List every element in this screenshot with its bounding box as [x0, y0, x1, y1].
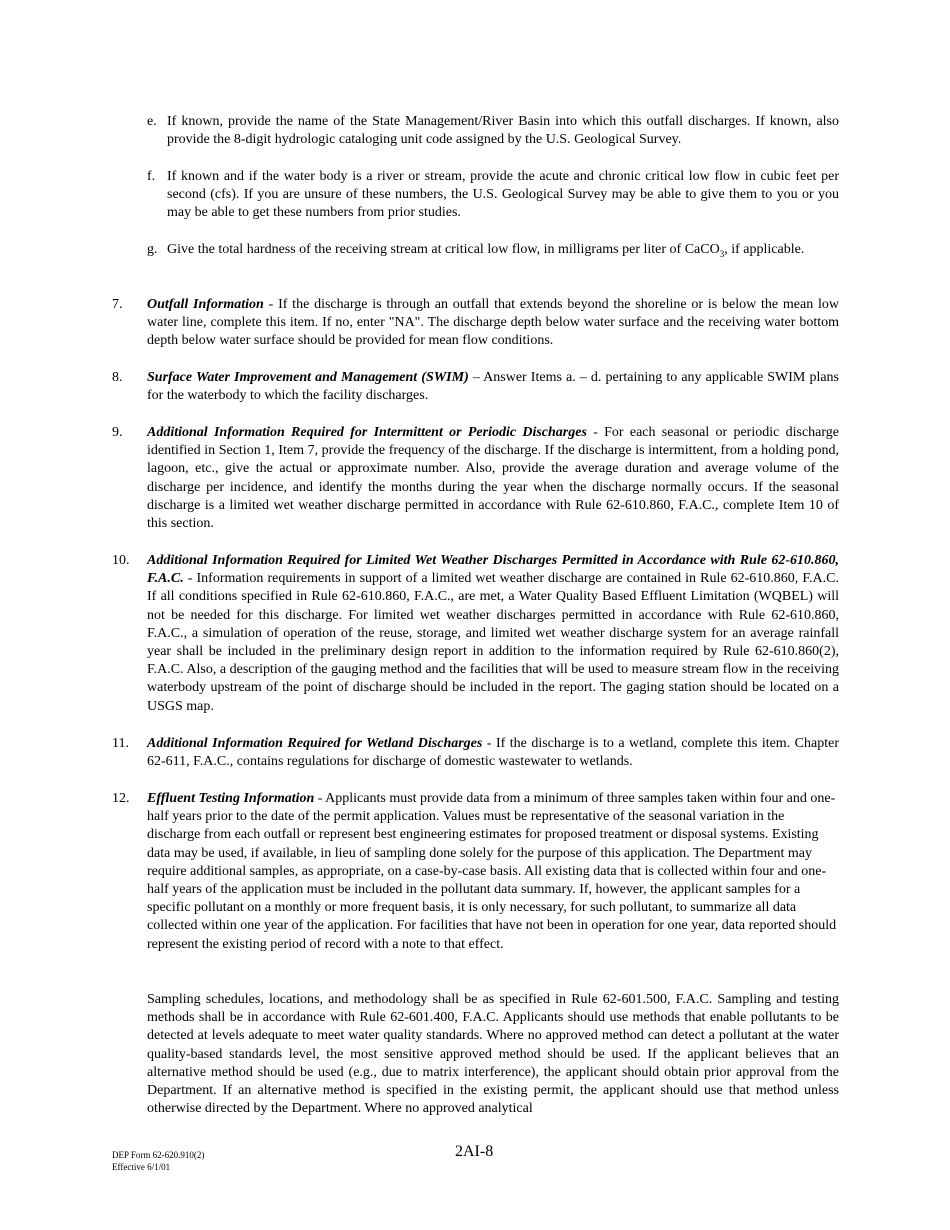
- item-text: – Answer Items a. – d. pertaining to any applicable SWIM plans for the waterbody to which the facility discharges.: [147, 370, 840, 404]
- subitem-text: If known, provide the name of the State Management/River Basin into which this outfall discharges. If known, also provide the 8-digit hydrologic cataloging unit code assigned by the U.S. Geological Survey.: [167, 114, 839, 148]
- subitem-text: Give the total hardness of the receiving stream at critical low flow, in milligrams per liter of CaCO$_3$, if applicable.: [167, 242, 805, 259]
- item-text: - For each seasonal or periodic discharge identified in Section 1, Item 7, provide the frequency of the discharge. If the discharge is intermittent, from a holding pond, lagoon, etc., give the actual or approximate number. Also, provide the average duration and average volume of the discharge per incidence, and identify the months during the year when the discharge normally occurs. If the seasonal discharge is a limited wet weather discharge permitted in accordance with Rule 62-610.860, F.A.C., complete Item 10 of this section.: [147, 425, 839, 532]
- form-number: DEP Form 62-620.910(2): [112, 1150, 205, 1160]
- page-number: 2AI-8: [455, 1143, 494, 1160]
- item-heading: Additional Information Required for Wetland Discharges: [147, 736, 483, 751]
- sampling-paragraph: Sampling schedules, locations, and methodology shall be as specified in Rule 62-601.500, F.A.C. Sampling and testing methods shall be in accordance with Rule 62-601.400, F.A.C. Applicants should use methods that enable pollutants to be detected at levels adequate to meet water quality standards. Where no approved method can detect a pollutant at the water quality-based standards level, the most sensitive approved method should be used. If the applicant believes that an alternative method should be used (e.g., due to matrix interference), the applicant should obtain prior approval from the Department. If an alternative method is specified in the existing permit, the applicant should use that method unless otherwise directed by the Department. Where no approved analytical: [147, 992, 839, 1117]
- item-heading: Additional Information Required for Intermittent or Periodic Discharges: [147, 425, 587, 440]
- item-text: - If the discharge is to a wetland, complete this item. Chapter 62-611, F.A.C., contains regulations for discharge of domestic wastewater to wetlands.: [147, 736, 839, 770]
- item-number: 11.: [112, 736, 129, 751]
- item-text: - Applicants must provide data from a minimum of three samples taken within four and one-half years prior to the date of the permit application. Values must be representative of the seasonal variation in the discharge from each outfall or represent best engineering estimates for proposed treatment or disposal systems. Existing data may be used, if available, in lieu of sampling done solely for the purpose of this application. The Department may require additional samples, as appropriate, on a case-by-case basis. All existing data that is collected within four and one-half years of the application must be included in the pollutant data summary. If, however, the applicant samples for a specific pollutant on a monthly or more frequent basis, it is only necessary, for such pollutant, to summarize all data collected within one year of the application. For facilities that have not been in operation for one year, data reported should represent the existing period of record with a note to that effect.: [147, 791, 837, 952]
- item-number: 12.: [112, 791, 130, 806]
- item-11: [112, 735, 839, 771]
- item-number: 7.: [112, 297, 123, 312]
- subitem-e: [147, 113, 839, 149]
- item-heading: Additional Information Required for Limited Wet Weather Discharges Permitted in Accordance with Rule 62-610.860, F.A.C.: [147, 553, 839, 587]
- subitem-text: If known and if the water body is a river or stream, provide the acute and chronic critical low flow in cubic feet per second (cfs). If you are unsure of these numbers, the U.S. Geological Survey may be able to give them to you or you may be able to get these numbers from prior studies.: [167, 169, 839, 221]
- subitem-g: [147, 241, 839, 263]
- item-12: [112, 790, 839, 954]
- item-heading: Surface Water Improvement and Management (SWIM): [147, 370, 469, 385]
- footer-form-info: [112, 1149, 204, 1173]
- effective-date: Effective 6/1/01: [112, 1162, 171, 1172]
- item-7: [112, 296, 839, 351]
- item-9: [112, 424, 839, 533]
- item-number: 10.: [112, 553, 130, 568]
- item-number: 9.: [112, 425, 123, 440]
- item-8: [112, 369, 839, 405]
- item-text: - Information requirements in support of a limited wet weather discharge are contained in Rule 62-610.860, F.A.C. If all conditions specified in Rule 62-610.860, F.A.C., are met, a Water Quality Based Effluent Limitation (WQBEL) will not be needed for this discharge. For limited wet weather discharges permitted in accordance with Rule 62-610.860, F.A.C., a simulation of operation of the reuse, storage, and limited wet weather discharge system for an average rainfall year shall be included in the preliminary design report in addition to the information required by Rule 62-610.860(2), F.A.C. Also, a description of the gauging method and the facilities that will be used to measure stream flow in the receiving waterbody upstream of the point of discharge should be included in the report. The gaging station should be located on a USGS map.: [147, 571, 839, 714]
- item-heading: Outfall Information: [147, 297, 264, 312]
- item-text: - If the discharge is through an outfall that extends beyond the shoreline or is below the mean low water line, complete this item. If no, enter "NA". The discharge depth below water surface and the receiving water bottom depth below water surface should be provided for mean flow conditions.: [147, 297, 840, 349]
- subitem-label: f.: [147, 169, 156, 184]
- subitem-f: [147, 168, 839, 223]
- item-10: [112, 552, 839, 716]
- item-heading: Effluent Testing Information: [147, 791, 315, 806]
- item-number: 8.: [112, 370, 123, 385]
- subitem-label: e.: [147, 114, 157, 129]
- subitem-label: g.: [147, 242, 158, 257]
